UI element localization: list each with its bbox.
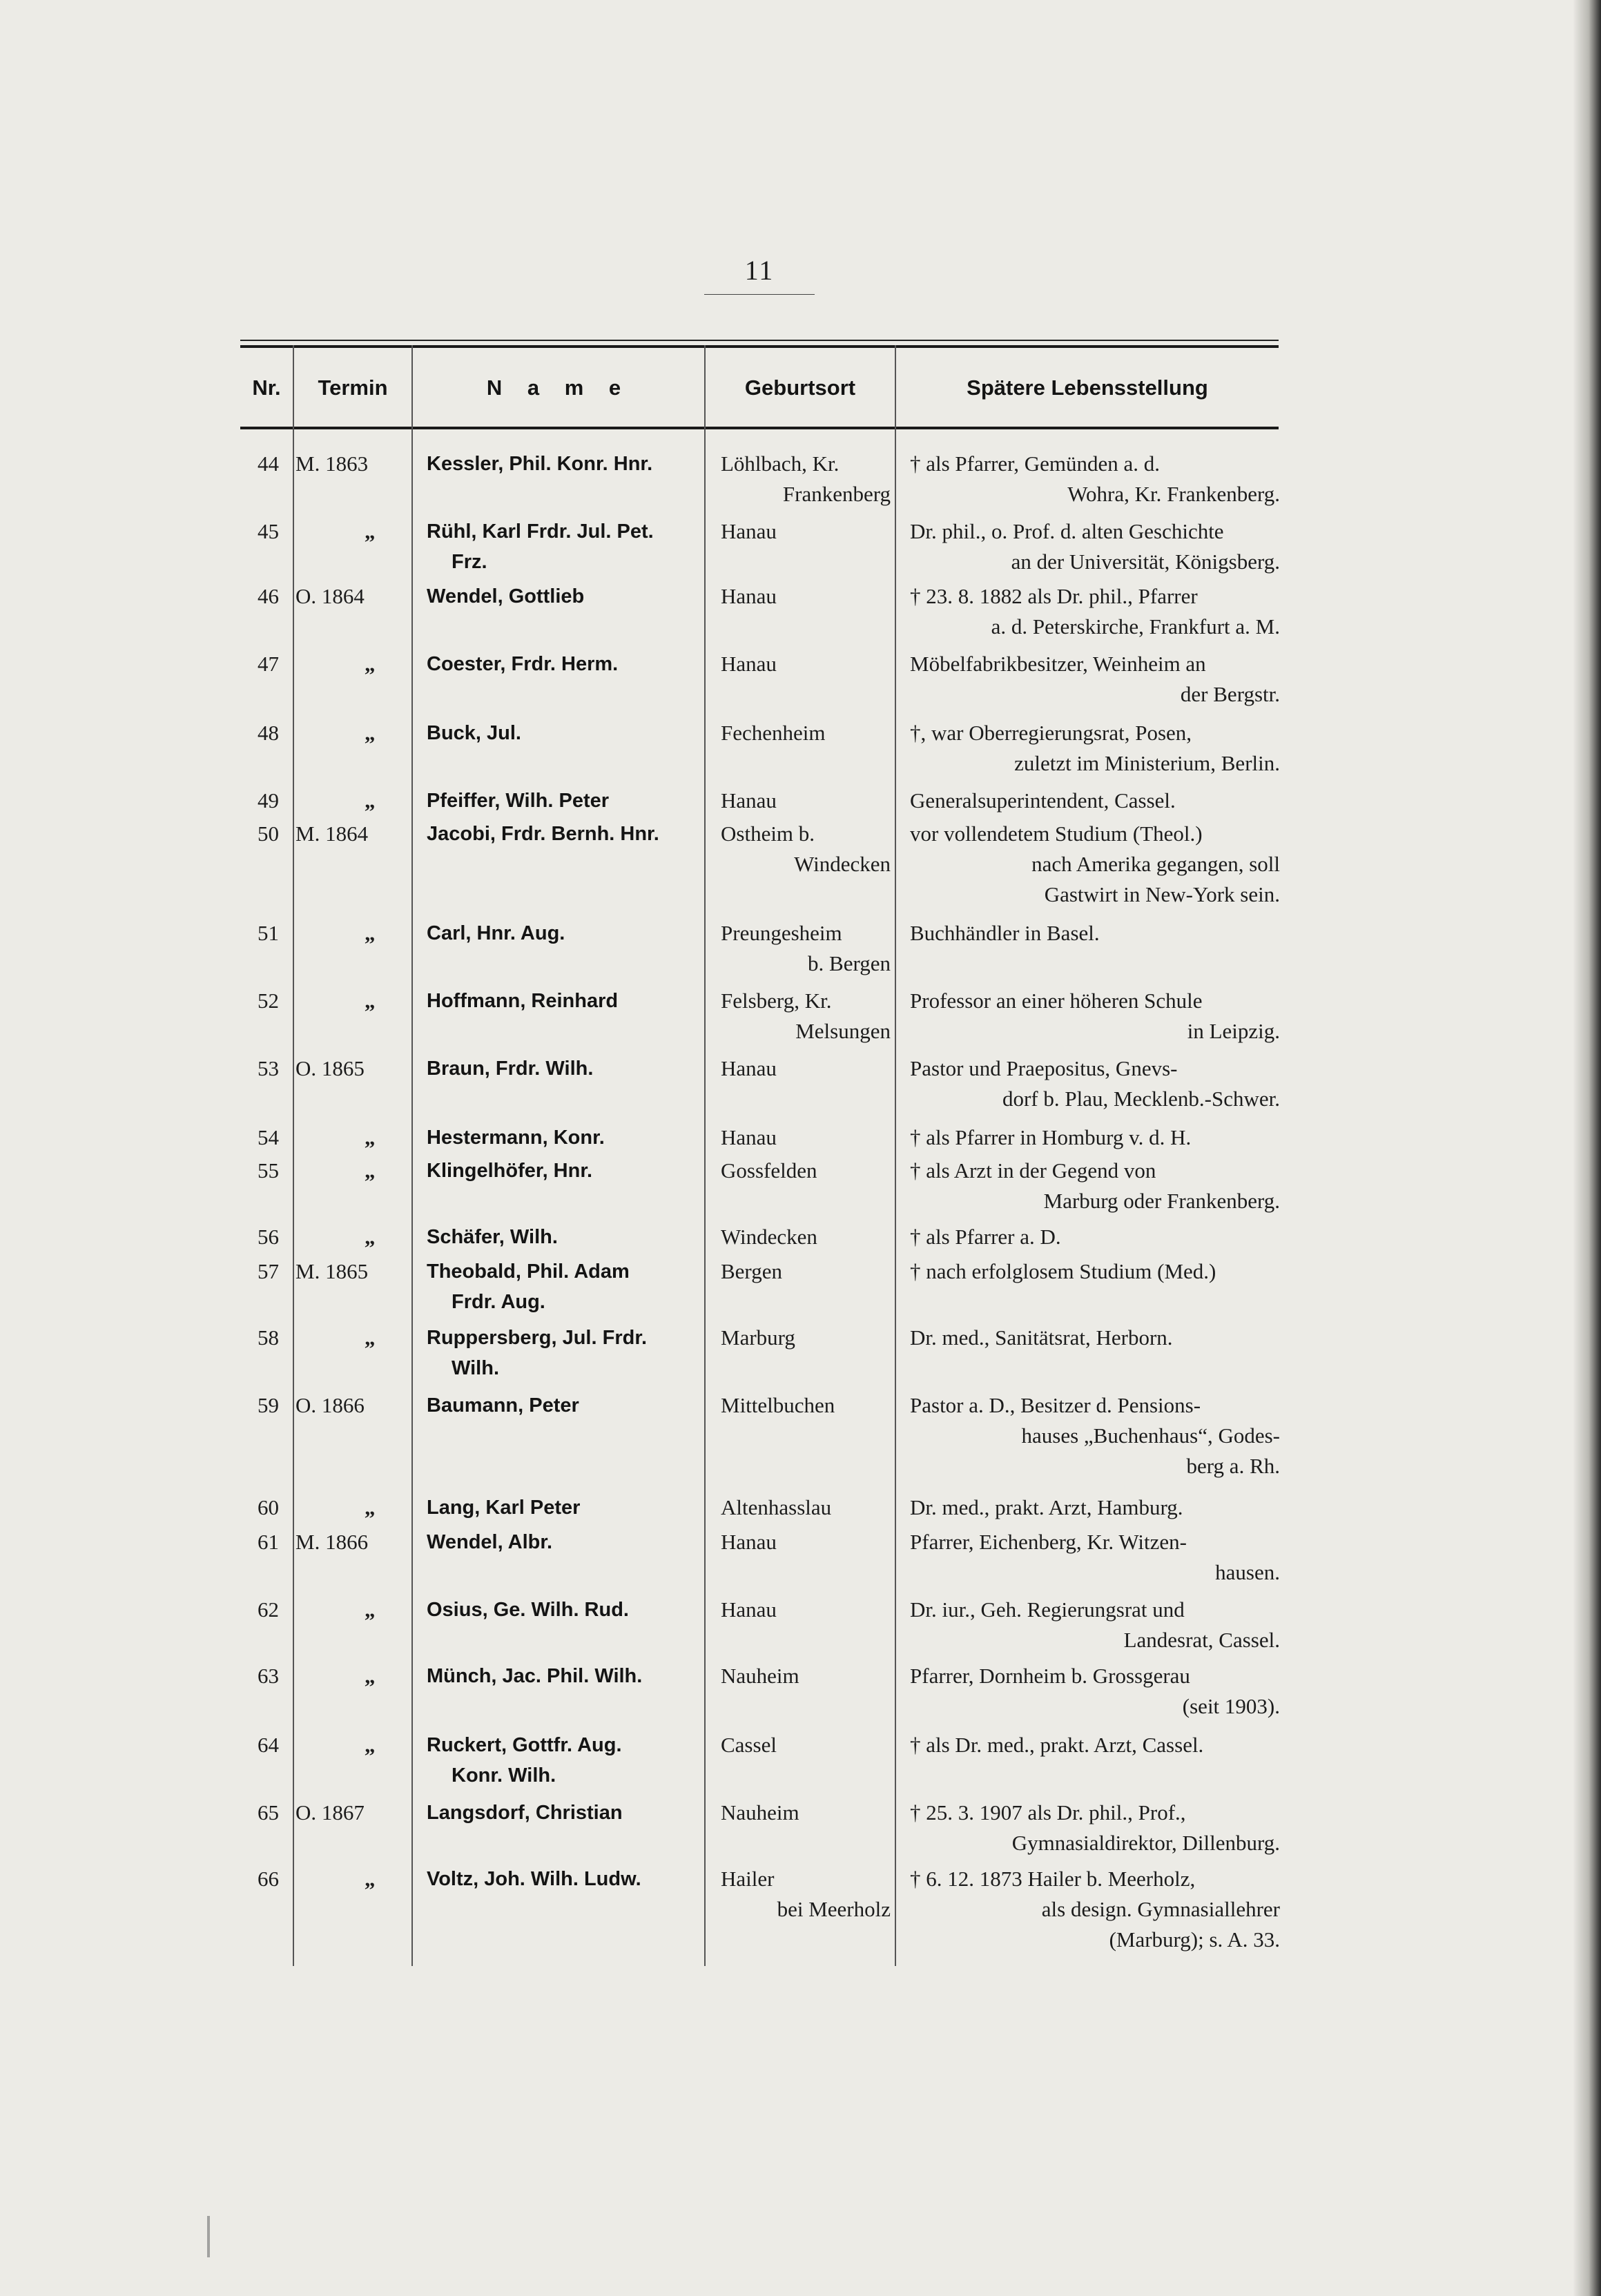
row-number: 50 [258, 821, 279, 846]
row-termin: „ [365, 1495, 376, 1519]
row-lebensstellung: vor vollendetem Studium (Theol.) nach Amerika gegangen, soll Gastwirt in New-York sein. [910, 821, 1280, 906]
row-name: Pfeiffer, Wilh. Peter [427, 790, 610, 812]
row-geburtsort: Nauheim [721, 1664, 799, 1688]
row-lebensstellung: Buchhändler in Basel. [910, 921, 1100, 945]
row-lebensstellung: Dr. phil., o. Prof. d. alten Geschichte an der Universität, Königsberg. [910, 519, 1280, 574]
row-geburtsort: Löhlbach, Kr. Frankenberg [721, 451, 891, 506]
row-number: 45 [258, 519, 279, 543]
row-lebensstellung: † 23. 8. 1882 als Dr. phil., Pfarrer a. d. Peterskirche, Frankfurt a. M. [910, 584, 1280, 639]
row-number: 51 [258, 921, 279, 945]
row-name: Coester, Frdr. Herm. [427, 653, 619, 675]
row-number: 48 [258, 721, 279, 745]
row-name: Münch, Jac. Phil. Wilh. [427, 1665, 643, 1687]
row-termin: „ [365, 652, 376, 676]
row-geburtsort: Ostheim b. Windecken [721, 821, 891, 876]
row-number: 55 [258, 1158, 279, 1183]
row-termin: M. 1864 [295, 821, 369, 846]
header-name: N a m e [486, 376, 631, 400]
row-number: 46 [258, 584, 279, 608]
row-number: 66 [258, 1867, 279, 1891]
row-name: Braun, Frdr. Wilh. [427, 1058, 594, 1080]
row-termin: „ [365, 1664, 376, 1688]
row-termin: „ [365, 1125, 376, 1149]
row-number: 65 [258, 1800, 279, 1825]
column-divider-name [704, 345, 706, 1966]
table-top-rule-thin [240, 340, 1279, 341]
row-lebensstellung: Möbelfabrikbesitzer, Weinheim an der Bergstr. [910, 652, 1280, 706]
row-lebensstellung: † als Dr. med., prakt. Arzt, Cassel. [910, 1733, 1204, 1757]
table-header-rule [240, 427, 1279, 429]
row-number: 52 [258, 989, 279, 1013]
header-nr: Nr. [252, 376, 281, 400]
row-lebensstellung: † als Pfarrer, Gemünden a. d. Wohra, Kr. Frankenberg. [910, 451, 1280, 506]
row-number: 58 [258, 1325, 279, 1350]
row-name: Ruckert, Gottfr. Aug. Konr. Wilh. [427, 1734, 622, 1787]
row-geburtsort: Hanau [721, 584, 777, 608]
row-lebensstellung: † als Pfarrer in Homburg v. d. H. [910, 1125, 1192, 1149]
page-edge-shadow [1573, 0, 1601, 2296]
row-number: 49 [258, 788, 279, 813]
row-name: Voltz, Joh. Wilh. Ludw. [427, 1868, 641, 1890]
row-number: 62 [258, 1597, 279, 1622]
row-geburtsort: Hanau [721, 1056, 777, 1080]
row-termin: „ [365, 1225, 376, 1249]
row-number: 54 [258, 1125, 279, 1149]
row-termin: „ [365, 921, 376, 945]
row-number: 64 [258, 1733, 279, 1757]
row-geburtsort: Mittelbuchen [721, 1393, 835, 1417]
row-name: Hestermann, Konr. [427, 1127, 605, 1149]
row-lebensstellung: Professor an einer höheren Schule in Leipzig. [910, 989, 1280, 1043]
row-termin: „ [365, 1597, 376, 1622]
row-termin: „ [365, 1158, 376, 1183]
row-termin: M. 1865 [295, 1259, 369, 1283]
row-name: Schäfer, Wilh. [427, 1226, 558, 1248]
row-geburtsort: Hailer bei Meerholz [721, 1867, 891, 1921]
row-geburtsort: Bergen [721, 1259, 782, 1283]
row-lebensstellung: Dr. med., Sanitätsrat, Herborn. [910, 1325, 1173, 1350]
row-geburtsort: Hanau [721, 788, 777, 813]
row-lebensstellung: † 25. 3. 1907 als Dr. phil., Prof., Gymnasialdirektor, Dillenburg. [910, 1800, 1280, 1855]
row-geburtsort: Altenhasslau [721, 1495, 832, 1519]
table-top-rule-thick [240, 345, 1279, 348]
header-termin: Termin [318, 376, 388, 400]
row-termin: „ [365, 788, 376, 813]
row-lebensstellung: † nach erfolglosem Studium (Med.) [910, 1259, 1216, 1283]
header-geburtsort: Geburtsort [744, 376, 856, 400]
row-lebensstellung: Pastor a. D., Besitzer d. Pensions- hauses „Buchenhaus“, Godes- berg a. Rh. [910, 1393, 1280, 1478]
row-name: Kessler, Phil. Konr. Hnr. [427, 453, 653, 475]
page-number: 11 [744, 255, 775, 286]
row-geburtsort: Hanau [721, 519, 777, 543]
row-geburtsort: Fechenheim [721, 721, 826, 745]
row-name: Osius, Ge. Wilh. Rud. [427, 1599, 629, 1621]
row-termin: „ [365, 989, 376, 1013]
row-lebensstellung: † 6. 12. 1873 Hailer b. Meerholz, als design. Gymnasiallehrer (Marburg); s. A. 33. [910, 1867, 1280, 1952]
row-geburtsort: Hanau [721, 1597, 777, 1622]
row-name: Jacobi, Frdr. Bernh. Hnr. [427, 823, 659, 845]
row-name: Baumann, Peter [427, 1394, 579, 1417]
row-geburtsort: Nauheim [721, 1800, 799, 1825]
row-lebensstellung: † als Pfarrer a. D. [910, 1225, 1061, 1249]
row-name: Klingelhöfer, Hnr. [427, 1160, 593, 1182]
row-lebensstellung: Pfarrer, Dornheim b. Grossgerau (seit 1903). [910, 1664, 1280, 1718]
row-geburtsort: Hanau [721, 1530, 777, 1554]
row-lebensstellung: Pastor und Praepositus, Gnevs- dorf b. Plau, Mecklenb.-Schwer. [910, 1056, 1280, 1111]
row-termin: „ [365, 1325, 376, 1350]
page-number-rule [704, 294, 815, 295]
row-number: 44 [258, 451, 279, 476]
row-lebensstellung: Generalsuperintendent, Cassel. [910, 788, 1176, 813]
row-name: Rühl, Karl Frdr. Jul. Pet. Frz. [427, 521, 654, 573]
row-name: Langsdorf, Christian [427, 1802, 623, 1824]
row-lebensstellung: Dr. med., prakt. Arzt, Hamburg. [910, 1495, 1183, 1519]
row-number: 60 [258, 1495, 279, 1519]
row-name: Wendel, Albr. [427, 1531, 553, 1553]
row-name: Theobald, Phil. Adam Frdr. Aug. [427, 1261, 630, 1313]
row-termin: O. 1867 [295, 1800, 365, 1825]
row-termin: O. 1864 [295, 584, 365, 608]
row-number: 59 [258, 1393, 279, 1417]
row-name: Buck, Jul. [427, 722, 521, 744]
row-geburtsort: Cassel [721, 1733, 777, 1757]
column-divider-nr [293, 345, 294, 1966]
row-termin: „ [365, 1733, 376, 1757]
row-name: Ruppersberg, Jul. Frdr. Wilh. [427, 1327, 648, 1379]
row-name: Carl, Hnr. Aug. [427, 922, 565, 944]
row-number: 61 [258, 1530, 279, 1554]
row-termin: „ [365, 1867, 376, 1891]
row-lebensstellung: †, war Oberregierungsrat, Posen, zuletzt im Ministerium, Berlin. [910, 721, 1280, 775]
row-number: 56 [258, 1225, 279, 1249]
column-divider-geburtsort [895, 345, 896, 1966]
header-lebensstellung: Spätere Lebensstellung [967, 376, 1208, 400]
row-lebensstellung: † als Arzt in der Gegend von Marburg oder Frankenberg. [910, 1158, 1280, 1213]
row-geburtsort: Preungesheim b. Bergen [721, 921, 891, 975]
row-lebensstellung: Pfarrer, Eichenberg, Kr. Witzen- hausen. [910, 1530, 1280, 1584]
row-termin: „ [365, 519, 376, 543]
row-lebensstellung: Dr. iur., Geh. Regierungsrat und Landesrat, Cassel. [910, 1597, 1280, 1652]
row-name: Hoffmann, Reinhard [427, 990, 619, 1012]
row-termin: O. 1866 [295, 1393, 365, 1417]
row-number: 53 [258, 1056, 279, 1080]
row-geburtsort: Felsberg, Kr. Melsungen [721, 989, 891, 1043]
row-geburtsort: Gossfelden [721, 1158, 817, 1183]
row-geburtsort: Hanau [721, 652, 777, 676]
row-name: Wendel, Gottlieb [427, 585, 585, 607]
row-termin: O. 1865 [295, 1056, 365, 1080]
row-geburtsort: Hanau [721, 1125, 777, 1149]
row-termin: „ [365, 721, 376, 745]
row-geburtsort: Windecken [721, 1225, 817, 1249]
row-number: 47 [258, 652, 279, 676]
row-termin: M. 1863 [295, 451, 369, 476]
row-number: 63 [258, 1664, 279, 1688]
row-geburtsort: Marburg [721, 1325, 795, 1350]
margin-mark [207, 2216, 220, 2257]
row-number: 57 [258, 1259, 279, 1283]
row-name: Lang, Karl Peter [427, 1497, 581, 1519]
row-termin: M. 1866 [295, 1530, 369, 1554]
